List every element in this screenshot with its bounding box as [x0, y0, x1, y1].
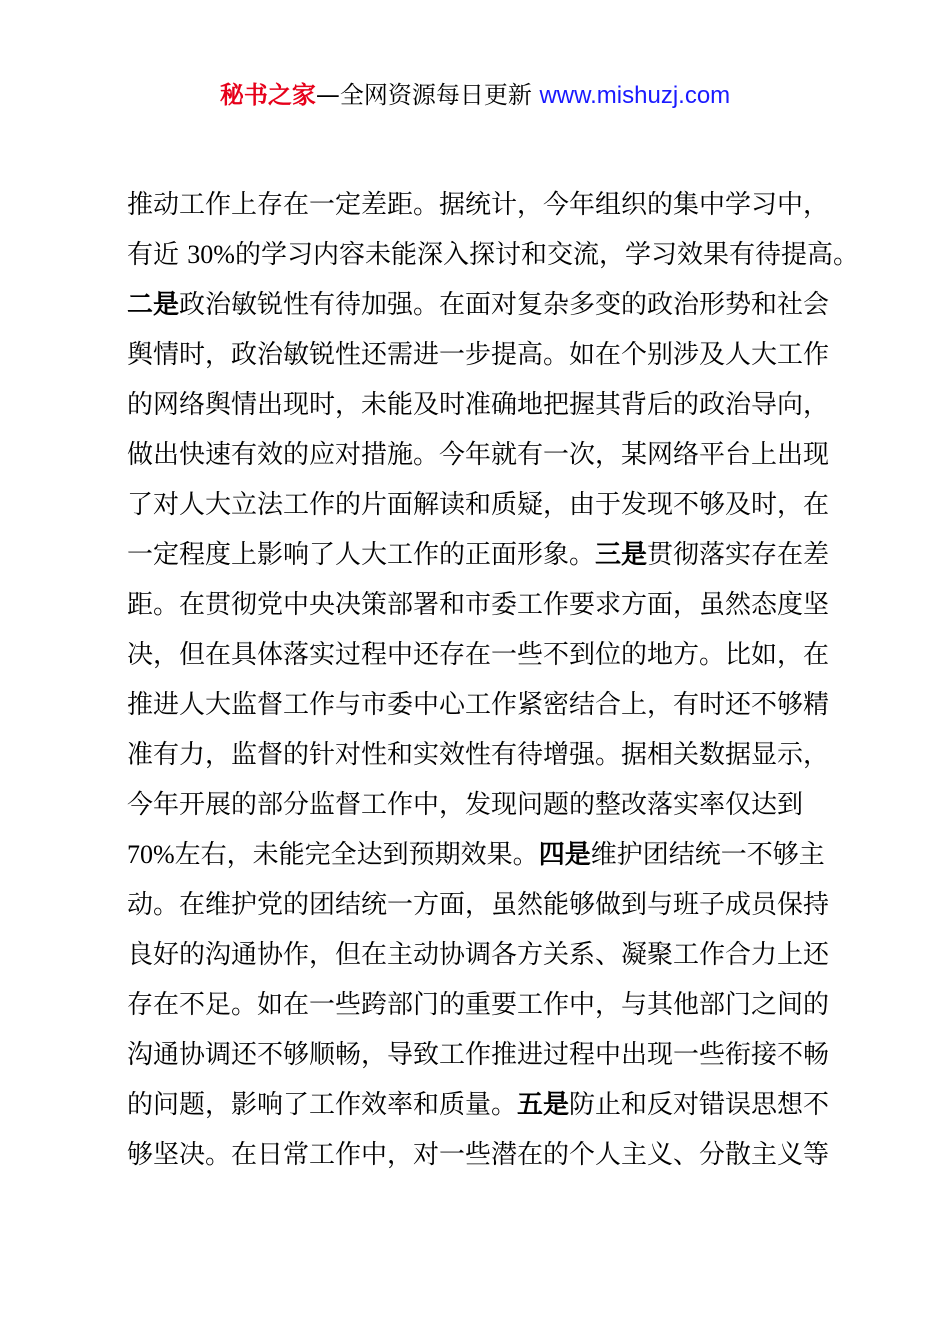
document-body: [127, 180, 859, 1180]
text-segment: 今年开展的部分监督工作中，发现问题的整改落实率仅达到: [127, 790, 804, 820]
text-segment: 了对人大立法工作的片面解读和质疑，由于发现不够及时，在: [127, 490, 830, 520]
text-segment: 推动工作上存在一定差距。据统计，今年组织的集中学习中，: [127, 190, 830, 220]
text-line: [127, 280, 837, 330]
text-segment: 防止和反对错误思想不: [569, 1090, 830, 1120]
text-line: [127, 1030, 837, 1080]
text-line: [127, 980, 837, 1030]
section-marker: 三是: [595, 540, 648, 570]
text-segment: 维护团结统一不够主: [590, 840, 825, 870]
text-line: [127, 1080, 837, 1130]
text-segment: 良好的沟通协作，但在主动协调各方关系、凝聚工作合力上还: [127, 940, 830, 970]
text-segment: 的网络舆情出现时，未能及时准确地把握其背后的政治导向，: [127, 390, 830, 420]
text-line: [127, 380, 837, 430]
text-line: [127, 630, 837, 680]
text-segment: 的学习内容未能深入探讨和交流，学习效果有待提高。: [234, 240, 859, 270]
text-segment: 沟通协调还不够顺畅，导致工作推进过程中出现一些衔接不畅: [127, 1040, 830, 1070]
text-line: [127, 780, 837, 830]
text-line: [127, 430, 837, 480]
text-line: [127, 830, 837, 880]
text-segment: 舆情时，政治敏锐性还需进一步提高。如在个别涉及人大工作: [127, 340, 830, 370]
text-segment: 动。在维护党的团结统一方面，虽然能够做到与班子成员保持: [127, 890, 830, 920]
text-segment: 够坚决。在日常工作中，对一些潜在的个人主义、分散主义等: [127, 1140, 830, 1170]
brand-name: 秘书之家: [219, 81, 316, 109]
text-segment: 决，但在具体落实过程中还存在一些不到位的地方。比如，在: [127, 640, 830, 670]
text-segment: 有近: [127, 240, 188, 270]
text-segment: 距。在贯彻党中央决策部署和市委工作要求方面，虽然态度坚: [127, 590, 830, 620]
text-segment: 存在不足。如在一些跨部门的重要工作中，与其他部门之间的: [127, 990, 830, 1020]
text-segment: 准有力，监督的针对性和实效性有待增强。据相关数据显示，: [127, 740, 830, 770]
text-line: [127, 930, 837, 980]
section-marker: 二是: [127, 290, 180, 320]
header-tagline: —全网资源每日更新: [315, 81, 540, 109]
text-segment: 做出快速有效的应对措施。今年就有一次，某网络平台上出现: [127, 440, 830, 470]
section-marker: 五是: [517, 1090, 570, 1120]
text-line: [127, 730, 837, 780]
text-line: [127, 880, 837, 930]
text-line: [127, 230, 859, 280]
text-line: [127, 680, 837, 730]
text-line: [127, 180, 837, 230]
page-header: [0, 78, 950, 113]
text-line: [127, 530, 837, 580]
text-line: [127, 1130, 837, 1180]
text-segment: 70%: [127, 840, 175, 869]
site-url-link[interactable]: www.mishuzj.com: [539, 82, 731, 109]
text-segment: 30%: [187, 240, 235, 269]
text-segment: 贯彻落实存在差: [647, 540, 830, 570]
text-segment: 一定程度上影响了人大工作的正面形象。: [127, 540, 596, 570]
text-segment: 推进人大监督工作与市委中心工作紧密结合上，有时还不够精: [127, 690, 830, 720]
text-segment: 的问题，影响了工作效率和质量。: [127, 1090, 518, 1120]
text-line: [127, 580, 837, 630]
text-line: [127, 480, 837, 530]
text-line: [127, 330, 837, 380]
text-segment: 政治敏锐性有待加强。在面对复杂多变的政治形势和社会: [179, 290, 830, 320]
text-segment: 左右，未能完全达到预期效果。: [174, 840, 539, 870]
section-marker: 四是: [538, 840, 591, 870]
